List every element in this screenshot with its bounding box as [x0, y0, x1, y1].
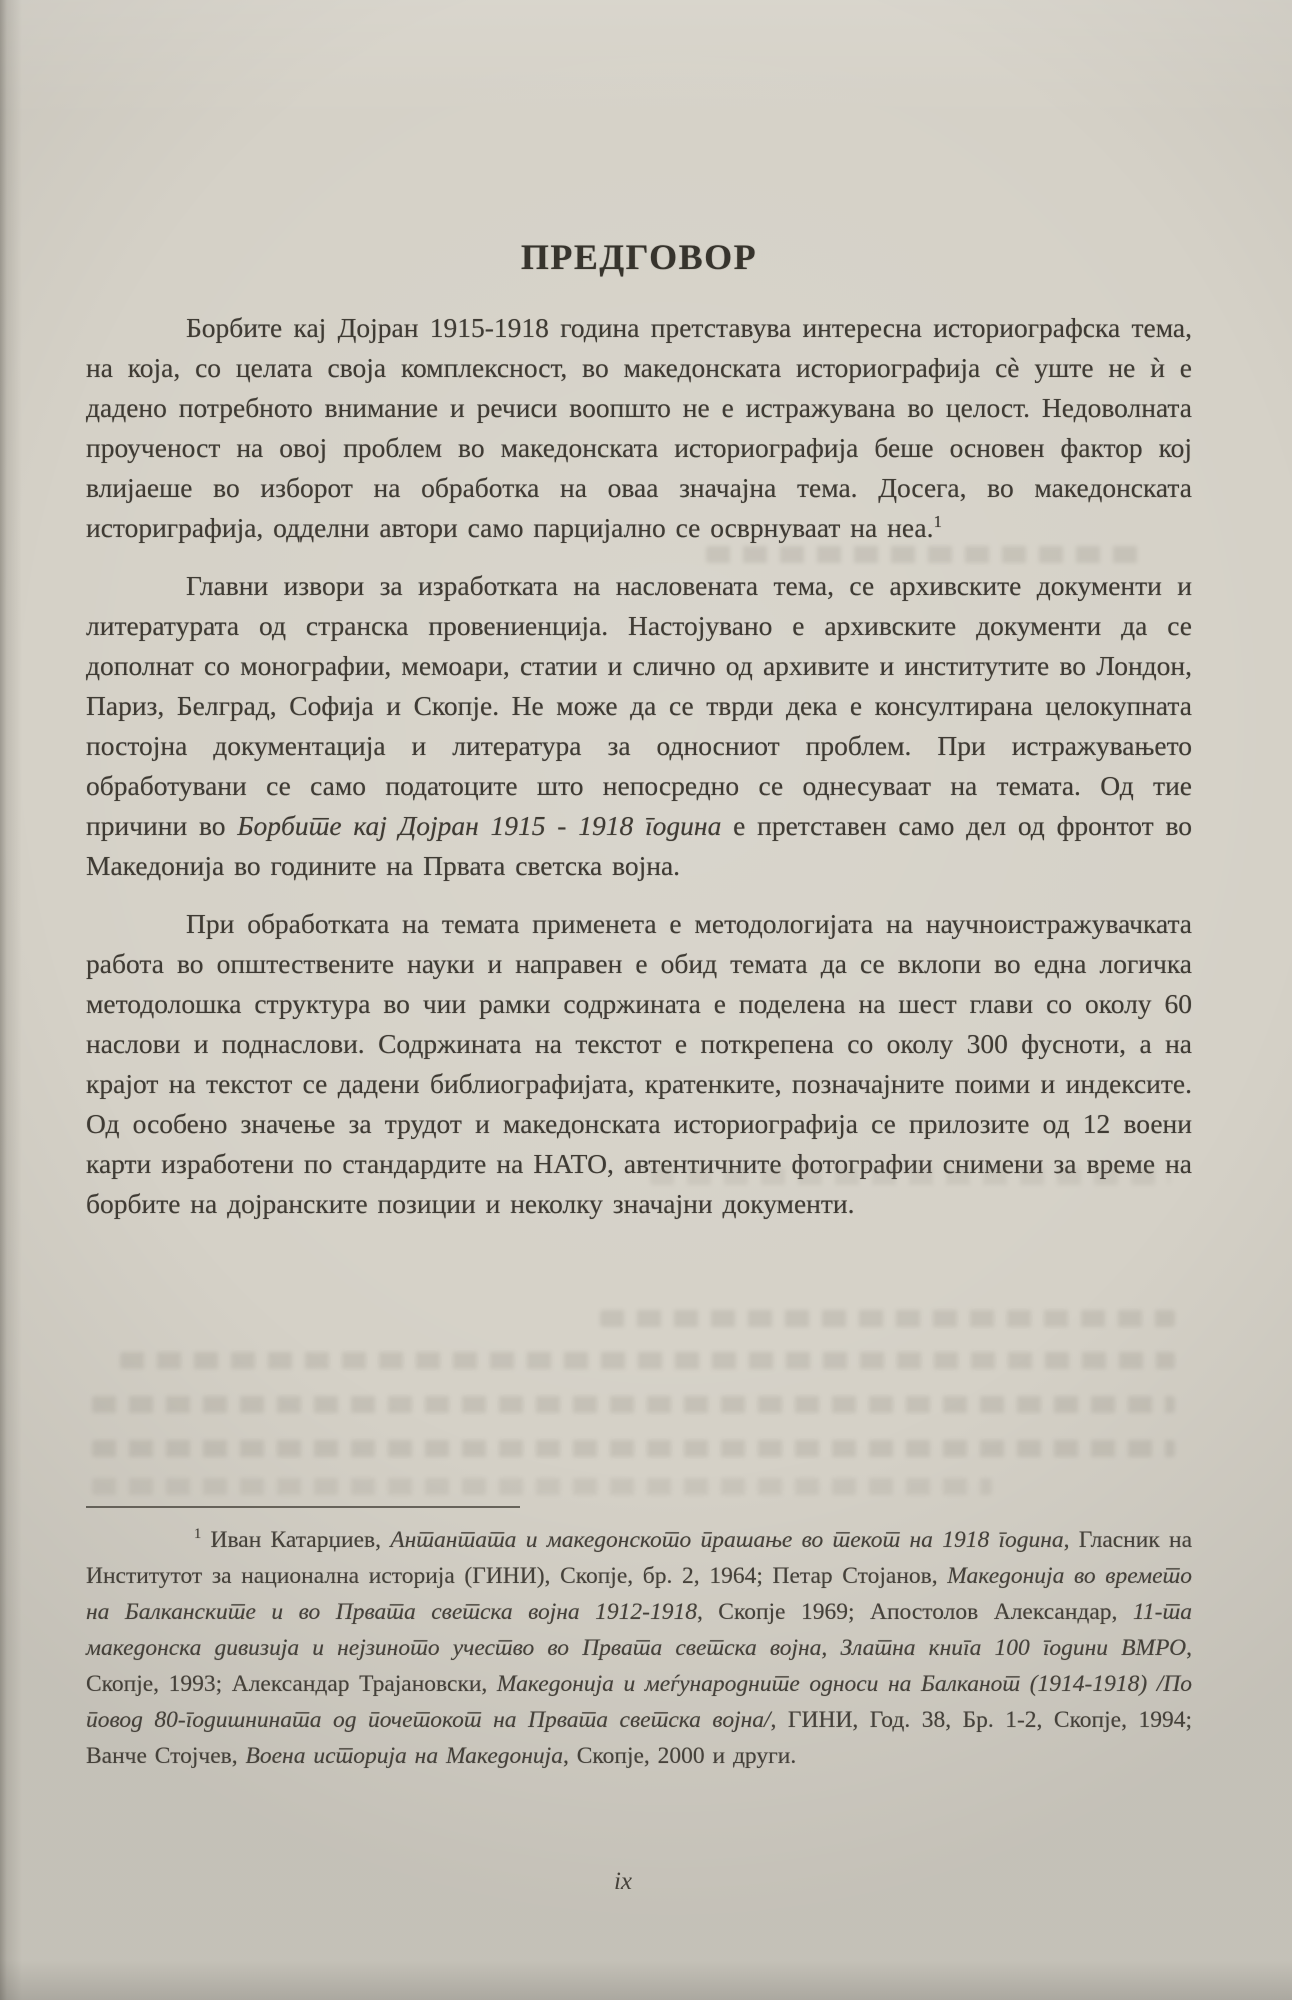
footnote-cited-title: Македонија и меѓународните односи на Балканот (1914-1918) /По повод 80-годишнината од почетокот на Првата светска војна/ [86, 1671, 1193, 1733]
footnote-cited-title: 11-та македонска дивизија и нејзиното учество во Првата светска војна, Златна книга 100 години ВМРО [86, 1599, 1192, 1661]
paragraph-1-text: Борбите кај Дојран 1915-1918 година претставува интересна историографска тема, на која, со целата своја комплексност, во македонската историографија сè уште не ѝ е дадено потребното внимание и речиси воопшто не е истражувана во целост. Недоволната проученост на овој проблем во македонската историографија беше основен фактор кој влијаеше во изборот на обработка на оваа значајна тема. Досега, во македонската историграфија, одделни автори само парцијално се осврнуваат на неа. [86, 312, 1192, 543]
paragraph-1 [86, 308, 1192, 548]
footnote-text: , Скопје 1969; Апостолов Александар, [696, 1599, 1133, 1625]
footnote-cited-title: Воена историја на Македонија [245, 1743, 563, 1769]
footnote-text: , Скопје, 2000 и други. [562, 1743, 797, 1769]
bleed-through-line [92, 1396, 1175, 1413]
footnote-marker: 1 [194, 1526, 202, 1543]
footnote-text: , Скопје, 1993; Александар Трајановски, [86, 1635, 1192, 1697]
book-title-italic: Борбите кај Дојран 1915 - 1918 година [237, 810, 722, 841]
footnote-cited-title: Македонија во времето на Балканските и во Првата светска војна 1912-1918 [86, 1563, 1192, 1625]
page-title: ПРЕДГОВОР [520, 237, 758, 278]
paragraph-3 [86, 904, 1192, 1224]
bleed-through-line [92, 1440, 1175, 1457]
paragraph-2 [86, 566, 1192, 886]
footnote-text: , Гласник на Институтот за национална историја (ГИНИ), Скопје, бр. 2, 1964; Петар Стојанов, [86, 1527, 1193, 1589]
footnote-block [86, 1506, 1192, 1774]
paragraph-2-text-a: Главни извори за изработката на насловената тема, се архивските документи и литературата од странска провениенција. Настојувано е архивските документи да се дополнат со монографии, мемоари, статии и слично од архивите и институтите во Лондон, Париз, Белград, Софија и Скопје. Не може да се тврди дека е консултирана целокупната постојна документација и литература за односниот проблем. При истражувањето обработувани се само податоците што непосредно се однесуваат на темата. Од тие причини во [86, 570, 1192, 841]
footnote-text: , ГИНИ, Год. 38, Бр. 1-2, Скопје, 1994; Ванче Стојчев, [86, 1707, 1192, 1769]
footnote-rule [86, 1506, 520, 1508]
bleed-through-line [92, 1478, 992, 1495]
footnote-1 [86, 1522, 1192, 1774]
bleed-through-line [120, 1352, 1175, 1369]
footnote-ref-1: 1 [933, 511, 942, 531]
paragraph-2-text-c: е претставен само дел од фронтот во Македонија во годините на Првата светска војна. [86, 810, 1192, 881]
footnote-cited-title: Антантата и македонското прашање во текот на 1918 година [390, 1527, 1064, 1553]
paragraph-3-text: При обработката на темата применета е методологијата на научноистражувачката работа во општествените науки и направен е обид темата да се вклопи во една логичка методолошка структура во чии рамки содржината е поделена на шест глави со околу 60 наслови и поднаслови. Содржината на текстот е поткрепена со околу 300 фусноти, а на крајот на текстот се дадени библиографијата, кратенките, позначајните поими и индексите. Од особено значење за трудот и македонската историографија се прилозите од 12 воени карти изработени по стандардите на НАТО, автентичните фотографии снимени за време на борбите на дојранските позиции и неколку значајни документи. [86, 908, 1192, 1219]
page-number: ix [613, 1868, 633, 1895]
footnote-text: Иван Катарџиев, [201, 1527, 391, 1553]
bleed-through-line [600, 1310, 1175, 1327]
body-text [86, 308, 1192, 1224]
